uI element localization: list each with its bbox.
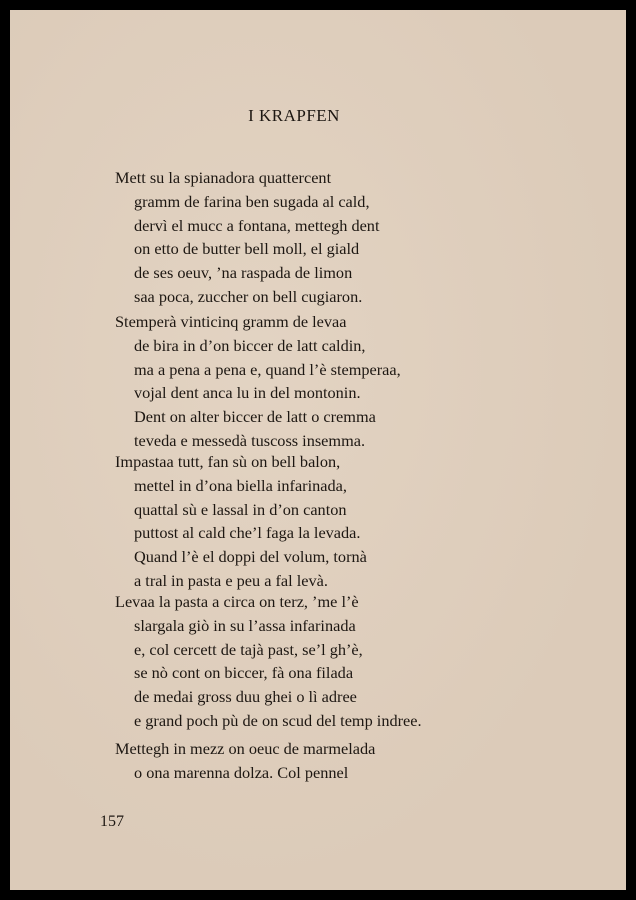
poem-line: a tral in pasta e peu a fal levà.: [134, 570, 328, 590]
poem-line: e grand poch pù de on scud del temp indree.: [134, 710, 422, 730]
stanza-3: [115, 450, 367, 593]
poem-line: Mett su la spianadora quattercent: [115, 168, 332, 187]
poem-line: de medai gross duu ghei o lì adree: [134, 687, 357, 707]
poem-line: saa poca, zuccher on bell cugiaron.: [134, 286, 363, 306]
poem-line: slargala giò in su l’assa infarinada: [134, 615, 356, 635]
poem-line: dervì el mucc a fontana, mettegh dent: [134, 215, 380, 235]
stanza-4: [115, 590, 422, 733]
poem-line: ma a pena a pena e, quand l’è stemperaa,: [134, 359, 401, 379]
poem-line: o ona marenna dolza. Col pennel: [134, 762, 349, 782]
stanza-1: [115, 166, 379, 309]
poem-line: Impastaa tutt, fan sù on bell balon,: [115, 452, 341, 471]
poem-line: puttost al cald che’l faga la levada.: [134, 523, 361, 543]
poem-line: vojal dent anca lu in del montonin.: [134, 383, 361, 403]
poem-line: Mettegh in mezz on oeuc de marmelada: [115, 739, 376, 758]
book-page: [10, 10, 626, 890]
poem-line: Quand l’è el doppi del volum, tornà: [134, 547, 367, 567]
stanza-2: [115, 310, 401, 453]
poem-line: se nò cont on biccer, fà ona filada: [134, 663, 354, 683]
page-number: 157: [100, 813, 124, 830]
stanza-5: [115, 737, 375, 785]
poem-line: Dent on alter biccer de latt o cremma: [134, 407, 376, 427]
poem-line: de ses oeuv, ’na raspada de limon: [134, 263, 353, 283]
poem-line: Stemperà vinticinq gramm de levaa: [115, 312, 347, 331]
poem-line: Levaa la pasta a circa on terz, ’me l’è: [115, 592, 359, 611]
poem-line: de bira in d’on biccer de latt caldin,: [134, 335, 366, 355]
poem-title: I KRAPFEN: [248, 106, 340, 125]
poem-line: e, col cercett de tajà past, se’l gh’è,: [134, 639, 363, 659]
poem-line: quattal sù e lassal in d’on canton: [134, 499, 347, 519]
poem-line: mettel in d’ona biella infarinada,: [134, 475, 347, 495]
poem-line: teveda e messedà tuscoss insemma.: [134, 430, 366, 450]
poem-line: gramm de farina ben sugada al cald,: [134, 191, 370, 211]
poem-line: on etto de butter bell moll, el giald: [134, 239, 360, 259]
